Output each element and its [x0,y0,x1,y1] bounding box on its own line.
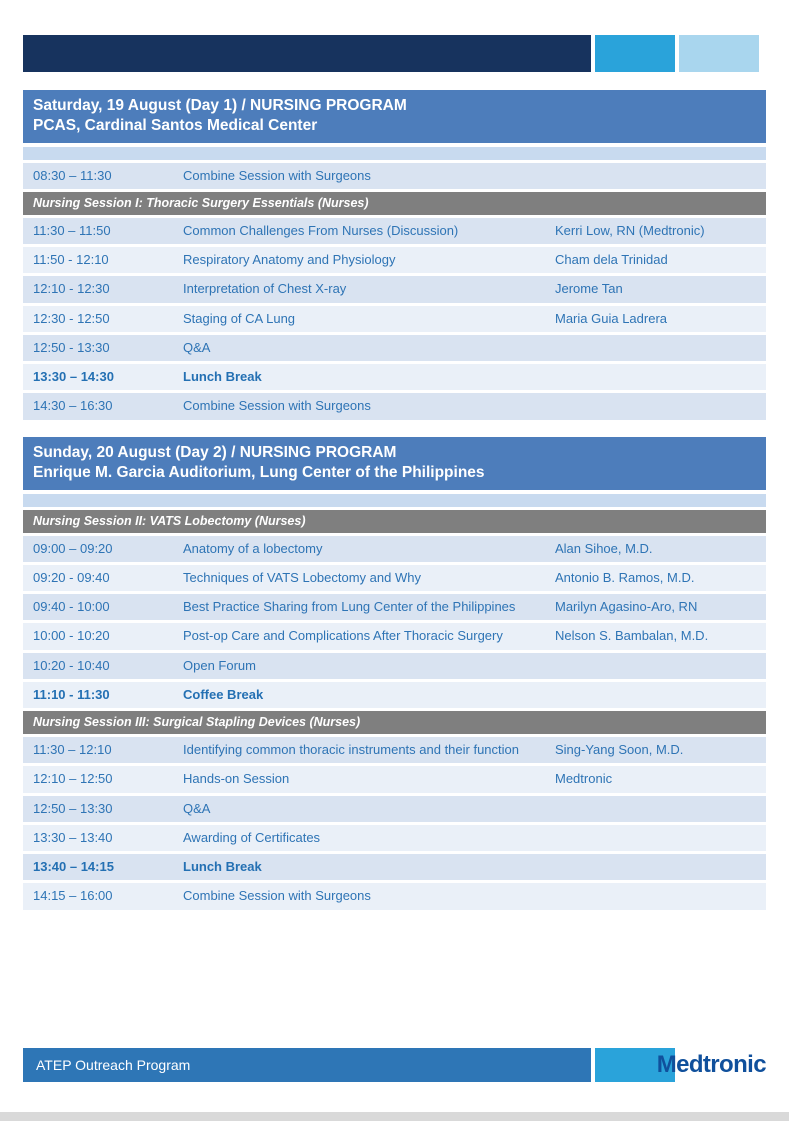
row-topic: Techniques of VATS Lobectomy and Why [183,569,421,585]
row-time: 11:30 – 11:50 [33,222,111,238]
day-1-venue: PCAS, Cardinal Santos Medical Center [33,116,318,134]
row-topic: Combine Session with Surgeons [183,167,371,183]
day-2-title: Sunday, 20 August (Day 2) / NURSING PROGRAM [33,444,397,461]
schedule-row [23,364,766,390]
top-band-lightblue-square [679,35,759,72]
row-speaker: Sing-Yang Soon, M.D. [555,742,684,758]
row-speaker: Alan Sihoe, M.D. [555,540,653,556]
schedule-row [23,623,766,649]
row-speaker: Marilyn Agasino-Aro, RN [555,599,698,615]
row-time: 12:50 - 13:30 [33,339,110,355]
row-time: 12:30 - 12:50 [33,310,110,326]
row-topic: Best Practice Sharing from Lung Center of the Philippines [183,599,516,615]
row-topic: Combine Session with Surgeons [183,398,371,414]
footer-program-label: ATEP Outreach Program [36,1057,191,1073]
row-topic: Lunch Break [183,859,262,875]
row-topic: Staging of CA Lung [183,310,296,326]
row-time: 12:10 - 12:30 [33,281,110,297]
row-speaker [555,393,766,419]
row-time: 11:10 - 11:30 [33,686,110,702]
day-2-venue: Enrique M. Garcia Auditorium, Lung Center of the Philippines [33,463,485,481]
row-topic: Interpretation of Chest X-ray [183,281,347,297]
day-2-schedule [23,494,766,910]
row-speaker [555,653,766,679]
day-2-section [23,437,766,910]
row-speaker [555,364,766,390]
row-topic: Q&A [183,339,211,355]
row-speaker [555,883,766,909]
schedule-row [23,825,766,851]
schedule-row [23,565,766,591]
row-speaker: Medtronic [555,771,613,787]
row-time: 13:40 – 14:15 [33,859,114,875]
session-banner: Nursing Session II: VATS Lobectomy (Nurses) [23,510,766,533]
row-speaker: Maria Guia Ladrera [555,310,667,326]
row-topic: Anatomy of a lobectomy [183,540,323,556]
row-topic: Combine Session with Surgeons [183,888,371,904]
row-time: 13:30 – 13:40 [33,829,113,845]
day-1-title: Saturday, 19 August (Day 1) / NURSING PROGRAM [33,97,407,114]
schedule-row [23,883,766,909]
medtronic-logo: Medtronic [656,1051,766,1078]
row-speaker: Antonio B. Ramos, M.D. [555,569,695,585]
spacer-row [23,494,766,507]
row-time: 11:30 – 12:10 [33,742,112,758]
footer-bar [23,1048,591,1082]
schedule-row [23,682,766,708]
row-speaker: Nelson S. Bambalan, M.D. [555,628,709,644]
row-speaker [555,163,766,189]
day-1-schedule [23,147,766,420]
row-topic: Respiratory Anatomy and Physiology [183,252,396,268]
schedule-row [23,276,766,302]
row-time: 11:50 - 12:10 [33,252,109,268]
row-speaker: Jerome Tan [555,281,623,297]
row-topic: Common Challenges From Nurses (Discussion) [183,222,459,238]
row-topic: Q&A [183,800,211,816]
row-time: 10:20 - 10:40 [33,657,110,673]
row-speaker [555,682,766,708]
row-speaker: Cham dela Trinidad [555,252,668,268]
schedule-row [23,854,766,880]
row-topic: Lunch Break [183,369,262,385]
row-time: 09:40 - 10:00 [33,599,110,615]
session-banner: Nursing Session III: Surgical Stapling Devices (Nurses) [23,711,766,734]
schedule-row [23,163,766,189]
day-1-section [23,90,766,420]
schedule-row [23,653,766,679]
schedule-row [23,536,766,562]
row-time: 10:00 - 10:20 [33,628,110,644]
row-speaker [555,796,766,822]
row-speaker [555,825,766,851]
row-time: 09:20 - 09:40 [33,569,110,585]
row-time: 08:30 – 11:30 [33,167,112,183]
schedule-row [23,737,766,763]
schedule-row [23,247,766,273]
row-topic: Post-op Care and Complications After Thoracic Surgery [183,628,503,644]
row-topic: Identifying common thoracic instruments and their function [183,742,520,758]
row-topic: Hands-on Session [183,771,290,787]
schedule-row [23,306,766,332]
day-1-header [23,90,766,143]
spacer-row [23,147,766,160]
schedule-row [23,796,766,822]
session-banner: Nursing Session I: Thoracic Surgery Essentials (Nurses) [23,192,766,215]
top-band [23,35,759,72]
schedule-row [23,594,766,620]
row-time: 09:00 – 09:20 [33,540,113,556]
row-time: 12:50 – 13:30 [33,800,113,816]
schedule-row [23,335,766,361]
schedule-row [23,218,766,244]
top-band-navy-bar [23,35,591,72]
schedule-row [23,766,766,792]
top-band-blue-square [595,35,675,72]
bottom-page-edge [0,1112,789,1121]
row-speaker: Kerri Low, RN (Medtronic) [555,222,705,238]
schedule-row [23,393,766,419]
row-topic: Open Forum [183,657,256,673]
row-time: 12:10 – 12:50 [33,771,113,787]
row-time: 14:15 – 16:00 [33,888,113,904]
row-speaker [555,854,766,880]
day-2-header [23,437,766,490]
row-time: 13:30 – 14:30 [33,369,114,385]
row-time: 14:30 – 16:30 [33,398,113,414]
row-speaker [555,335,766,361]
row-topic: Awarding of Certificates [183,829,321,845]
row-topic: Coffee Break [183,686,264,702]
